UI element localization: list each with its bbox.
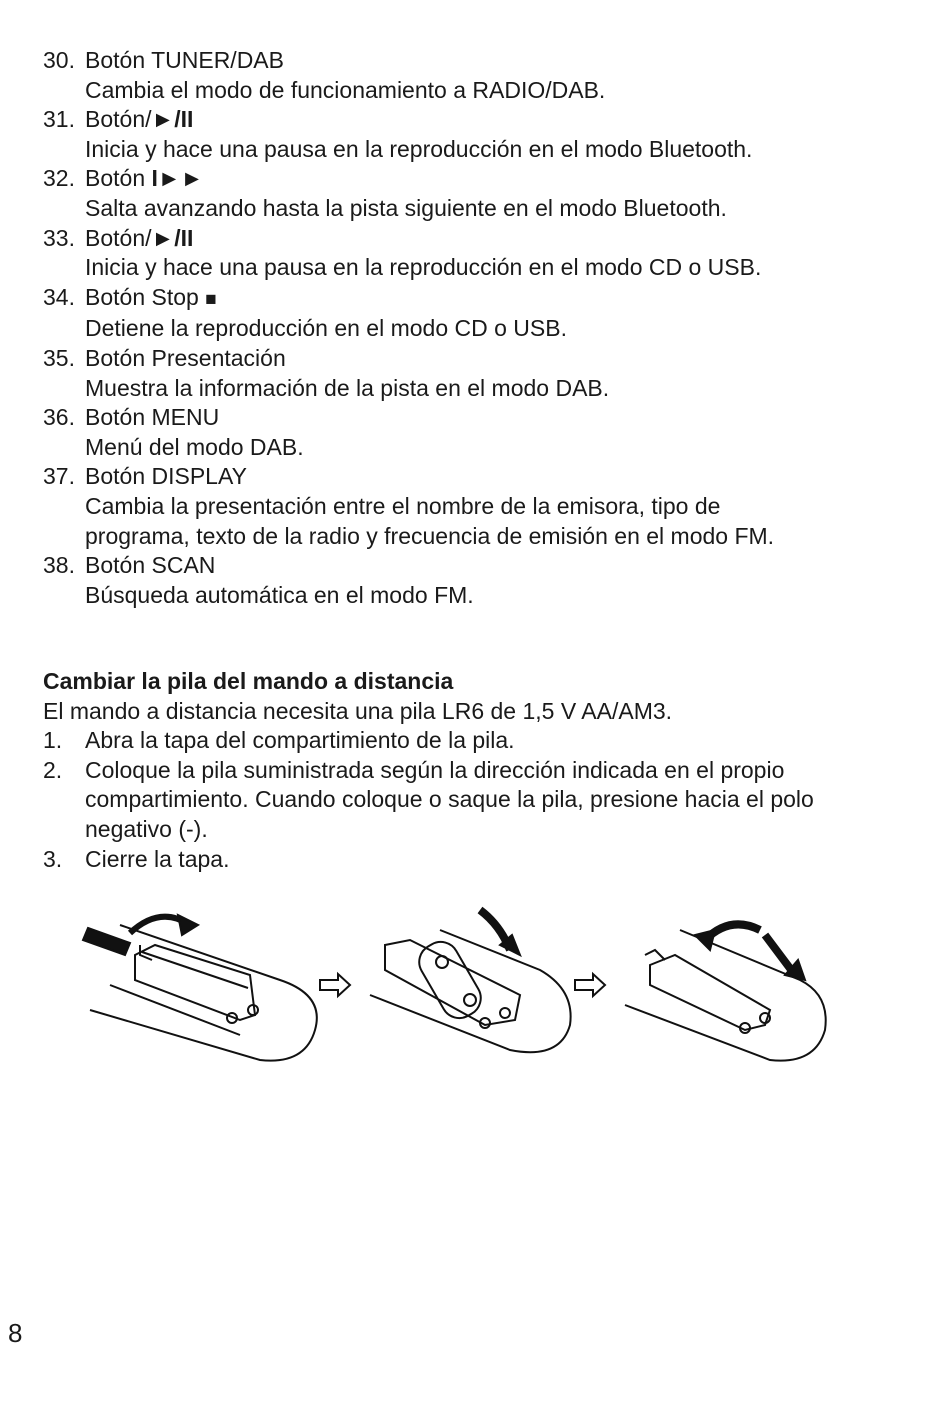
item-description: Inicia y hace una pausa en la reproducción en el modo Bluetooth. [85, 135, 753, 162]
item-title: Botón TUNER/DAB [85, 47, 284, 73]
step-text [85, 756, 814, 845]
item-description: Cambia la presentación entre el nombre de la emisora, tipo de [85, 492, 721, 519]
step-number: 2. [43, 756, 63, 783]
item-number: 31. [43, 106, 75, 133]
item-number: 34. [43, 283, 75, 310]
step-item [43, 845, 923, 875]
item-number: 37. [43, 463, 75, 490]
step-item [43, 756, 923, 845]
item-description: Muestra la información de la pista en el modo DAB. [85, 374, 610, 401]
item-description: Detiene la reproducción en el modo CD o USB. [85, 315, 567, 342]
list-item [43, 462, 923, 551]
item-title: Botón [85, 165, 152, 192]
battery-section [43, 667, 923, 874]
item-title: Botón Presentación [85, 344, 286, 371]
item-number: 35. [43, 344, 75, 371]
remote-battery-figure [370, 910, 571, 1052]
steps-list [43, 726, 923, 874]
list-item [43, 164, 923, 223]
list-item [43, 283, 923, 344]
item-title: Botón Stop [85, 283, 206, 310]
item-title: Botón DISPLAY [85, 463, 247, 490]
battery-replacement-illustration [80, 900, 840, 1120]
list-item [43, 105, 923, 164]
button-list [43, 46, 923, 610]
remote-close-cover-figure [625, 924, 826, 1060]
step-arrow-icon [320, 974, 350, 996]
item-title: Botón/ [85, 224, 152, 251]
item-number: 36. [43, 404, 75, 431]
step-text: Abra la tapa del compartimiento de la pila. [85, 727, 515, 754]
item-description: Cambia el modo de funcionamiento a RADIO/DAB. [85, 76, 606, 103]
list-item [43, 403, 923, 462]
item-description: Menú del modo DAB. [85, 433, 304, 460]
item-description: Salta avanzando hasta la pista siguiente en el modo Bluetooth. [85, 194, 727, 221]
step-item [43, 726, 923, 756]
item-title: Botón/ [85, 106, 152, 133]
section-heading: Cambiar la pila del mando a distancia [43, 668, 454, 694]
skip-next-icon: I►► [151, 165, 204, 192]
step-number: 1. [43, 727, 63, 754]
section-intro: El mando a distancia necesita una pila LR6 de 1,5 V AA/AM3. [43, 697, 673, 724]
item-description: programa, texto de la radio y frecuencia de emisión en el modo FM. [85, 522, 775, 549]
play-pause-icon: ►/II [151, 224, 194, 251]
step-text: Cierre la tapa. [85, 845, 230, 872]
list-item [43, 551, 923, 610]
step-number: 3. [43, 845, 63, 872]
remote-open-cover-figure [83, 915, 317, 1061]
item-description: Inicia y hace una pausa en la reproducción en el modo CD o USB. [85, 254, 762, 281]
item-number: 30. [43, 47, 75, 73]
step-arrow-icon [575, 974, 605, 996]
play-pause-icon: ►/II [151, 106, 194, 133]
step-text-line: negativo (-). [85, 815, 208, 842]
list-item [43, 224, 923, 283]
item-number: 33. [43, 224, 75, 251]
list-item [43, 46, 923, 105]
item-description: Búsqueda automática en el modo FM. [85, 581, 474, 608]
item-title: Botón MENU [85, 404, 220, 431]
step-text-line: Coloque la pila suministrada según la dirección indicada en el propio [85, 756, 785, 783]
item-title: Botón SCAN [85, 552, 216, 579]
item-number: 32. [43, 165, 75, 192]
step-text-line: compartimiento. Cuando coloque o saque la pila, presione hacia el polo [85, 786, 814, 813]
list-item [43, 344, 923, 403]
item-number: 38. [43, 552, 75, 579]
page-number: 8 [8, 1318, 23, 1348]
stop-icon: ■ [205, 288, 217, 310]
